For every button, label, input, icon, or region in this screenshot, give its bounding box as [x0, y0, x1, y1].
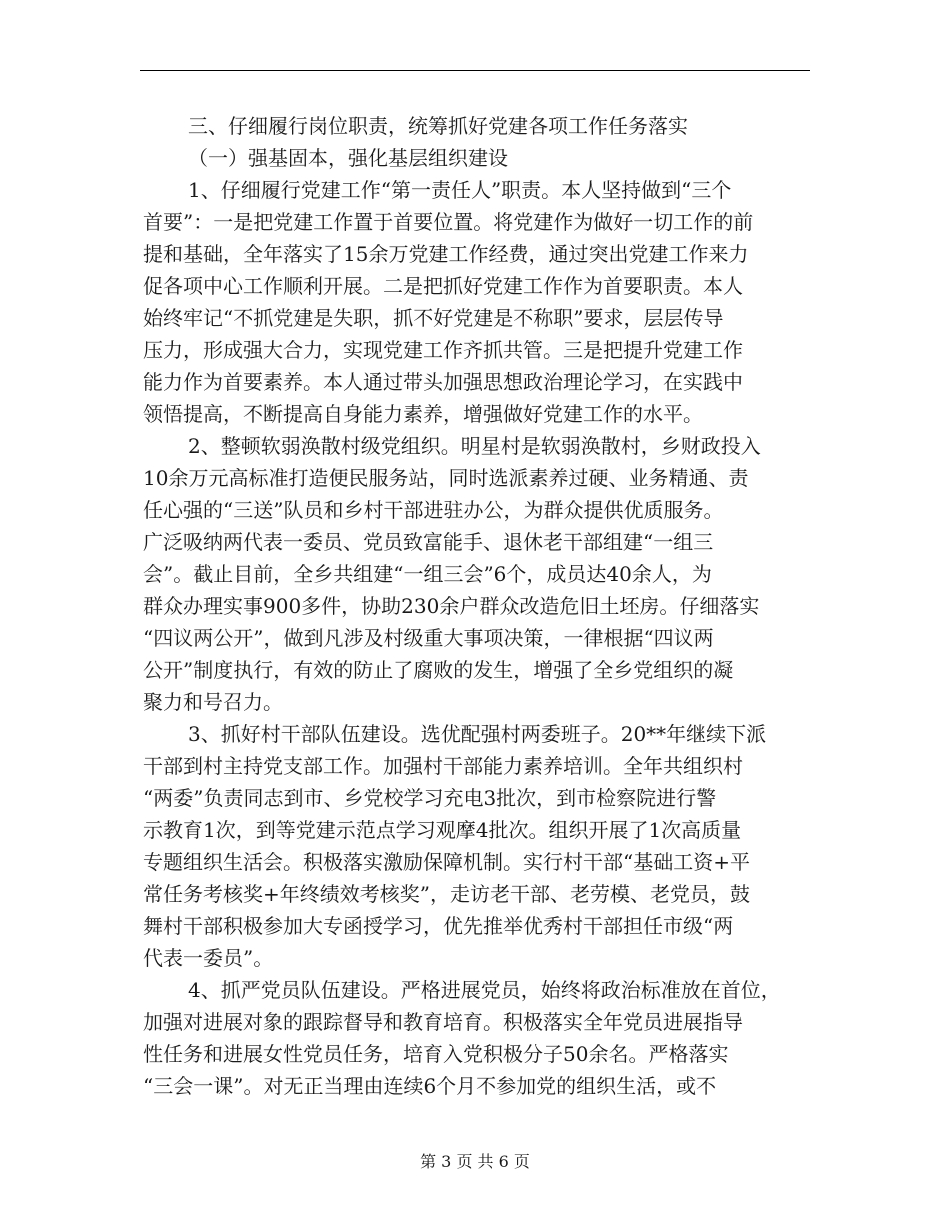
subsection-heading: （一）强基固本，强化基层组织建设 — [188, 146, 508, 170]
paragraph-line: 10余万元高标准打造便民服务站，同时选派素养过硬、业务精通、责 — [143, 466, 749, 490]
paragraph-line: 3、抓好村干部队伍建设。选优配强村两委班子。20**年继续下派 — [188, 722, 767, 746]
paragraph-line: 压力，形成强大合力，实现党建工作齐抓共管。三是把提升党建工作 — [143, 338, 743, 362]
paragraph-line: 群众办理实事900多件，协助230余户群众改造危旧土坯房。仔细落实 — [143, 594, 760, 618]
paragraph-line: 代表一委员”。 — [143, 946, 274, 970]
paragraph-line: 4、抓严党员队伍建设。严格进展党员，始终将政治标准放在首位， — [188, 978, 781, 1002]
header-rule — [140, 70, 810, 71]
paragraph-line: “两委”负责同志到市、乡党校学习充电3批次，到市检察院进行警 — [143, 786, 717, 810]
paragraph-line: 舞村干部积极参加大专函授学习，优先推举优秀村干部担任市级“两 — [143, 914, 734, 938]
paragraph-line: “三会一课”。对无正当理由连续6个月不参加党的组织生活，或不 — [143, 1074, 717, 1098]
paragraph-line: 聚力和号召力。 — [143, 690, 283, 714]
paragraph-line: 会”。截止目前，全乡共组建“一组三会”6个，成员达40余人，为 — [143, 562, 712, 586]
paragraph-line: 加强对进展对象的跟踪督导和教育培育。积极落实全年党员进展指导 — [143, 1010, 743, 1034]
paragraph-line: 能力作为首要素养。本人通过带头加强思想政治理论学习，在实践中 — [143, 370, 743, 394]
paragraph-line: 干部到村主持党支部工作。加强村干部能力素养培训。全年共组织村 — [143, 754, 743, 778]
document-body — [143, 110, 807, 1102]
paragraph-line: 广泛吸纳两代表一委员、党员致富能手、退休老干部组建“一组三 — [143, 530, 714, 554]
paragraph-line: 始终牢记“不抓党建是失职，抓不好党建是不称职”要求，层层传导 — [143, 306, 724, 330]
paragraph-line: 专题组织生活会。积极落实激励保障机制。实行村干部“基础工资+平 — [143, 850, 750, 874]
paragraph-line: 1、仔细履行党建工作“第一责任人”职责。本人坚持做到“三个 — [188, 178, 732, 202]
paragraph-line: 任心强的“三送”队员和乡村干部进驻办公，为群众提供优质服务。 — [143, 498, 724, 522]
paragraph-line: 常任务考核奖+年终绩效考核奖”，走访老干部、老劳模、老党员，鼓 — [143, 882, 750, 906]
page-number: 第 3 页 共 6 页 — [420, 1152, 530, 1171]
paragraph-line: 促各项中心工作顺利开展。二是把抓好党建工作作为首要职责。本人 — [143, 274, 743, 298]
paragraph-line: 提和基础，全年落实了15余万党建工作经费，通过突出党建工作来力 — [143, 242, 749, 266]
paragraph-line: 首要”：一是把党建工作置于首要位置。将党建作为做好一切工作的前 — [143, 210, 754, 234]
paragraph-line: 领悟提高，不断提高自身能力素养，增强做好党建工作的水平。 — [143, 402, 703, 426]
section-heading: 三、仔细履行岗位职责，统筹抓好党建各项工作任务落实 — [188, 114, 688, 138]
paragraph-line: “四议两公开”，做到凡涉及村级重大事项决策，一律根据“四议两 — [143, 626, 714, 650]
paragraph-line: 示教育1次，到等党建示范点学习观摩4批次。组织开展了1次高质量 — [143, 818, 742, 842]
paragraph-line: 公开”制度执行，有效的防止了腐败的发生，增强了全乡党组织的凝 — [143, 658, 734, 682]
paragraph-line: 2、整顿软弱涣散村级党组织。明星村是软弱涣散村，乡财政投入 — [188, 434, 761, 458]
paragraph-line: 性任务和进展女性党员任务，培育入党积极分子50余名。严格落实 — [143, 1042, 729, 1066]
